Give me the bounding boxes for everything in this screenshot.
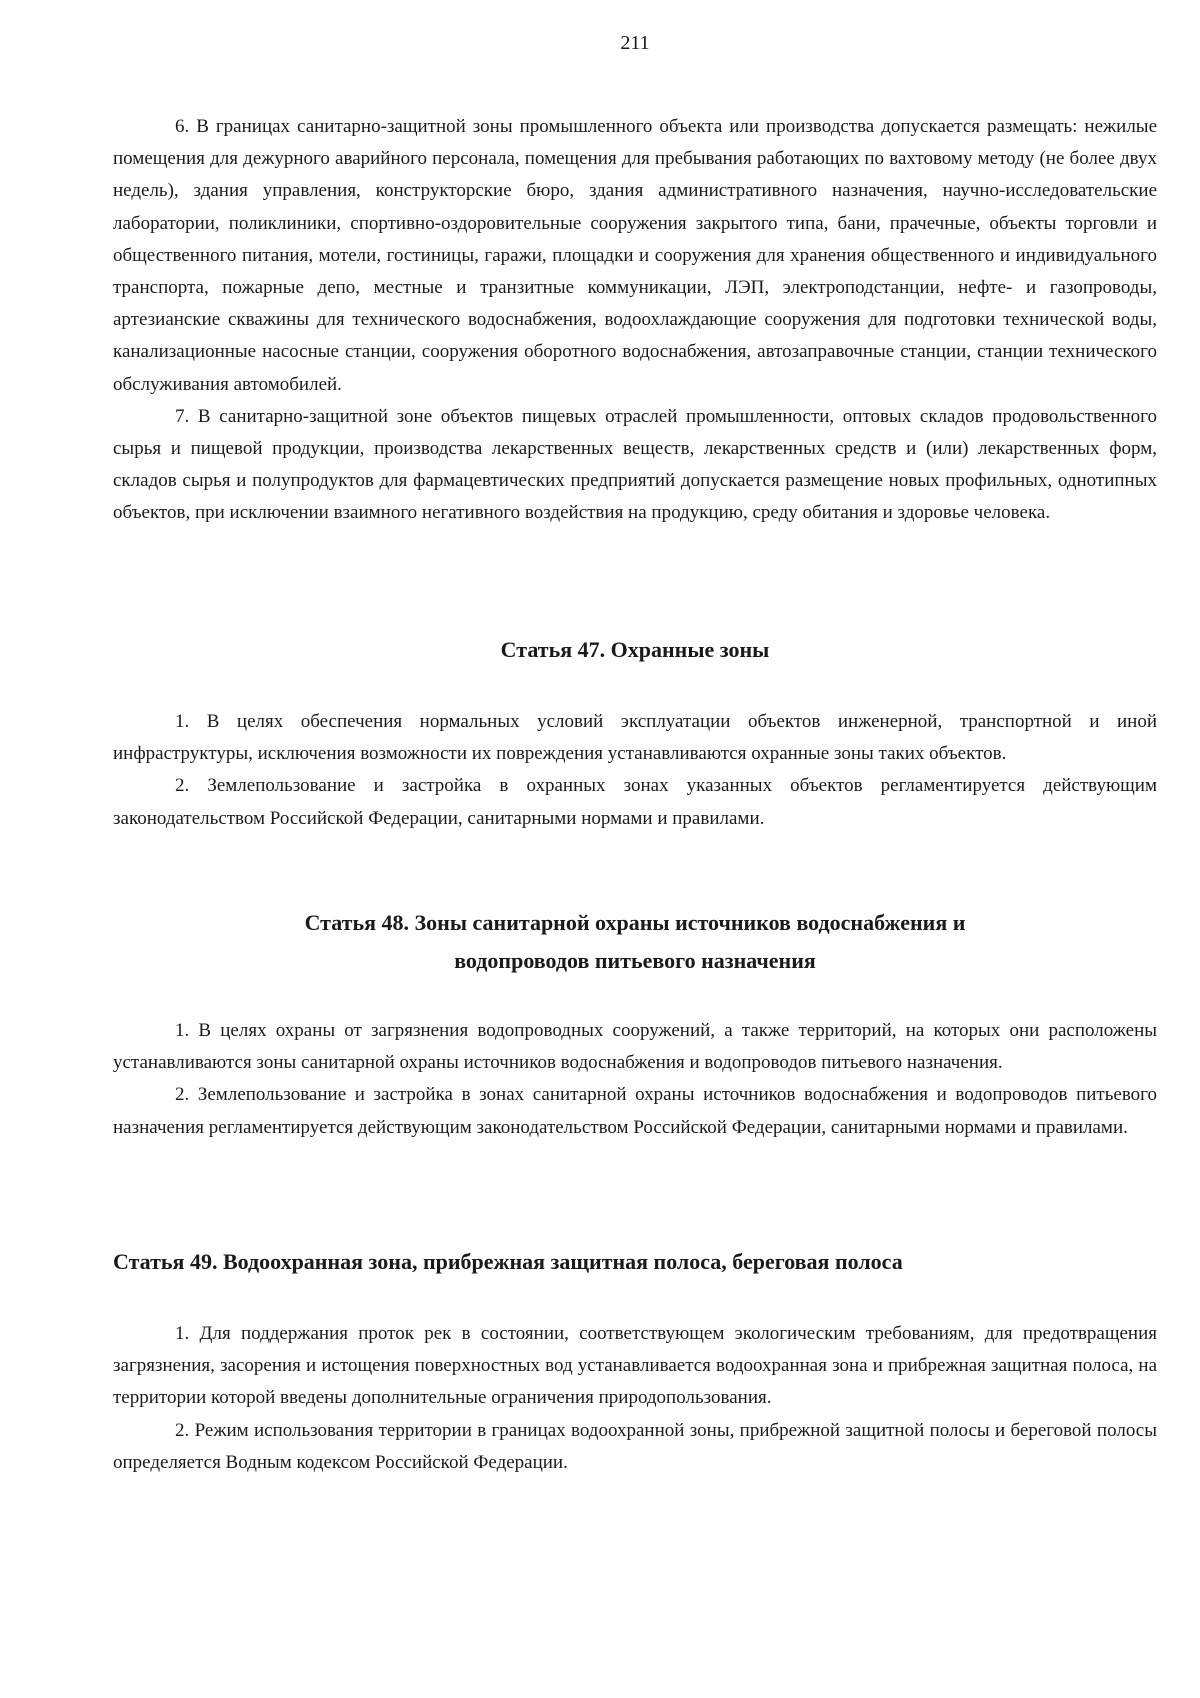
article-48 — [113, 904, 1157, 980]
article-49-paragraph-2: 2. Режим использования территории в границах водоохранной зоны, прибрежной защитной полосы и береговой полосы определяется Водным кодексом Российской Федерации. — [113, 1419, 1157, 1473]
article-49 — [113, 1243, 1157, 1281]
page-number: 211 — [620, 32, 650, 54]
article-48-title-line-2: водопроводов питьевого назначения — [454, 948, 816, 973]
section-sanitary-zone-continuation — [113, 111, 1157, 530]
article-49-body — [113, 1318, 1157, 1479]
article-48-paragraph-2: 2. Землепользование и застройка в зонах санитарной охраны источников водоснабжения и водопроводов питьевого назначения регламентируется действующим законодательством Российской Федерации, санитарными нормами и правилами. — [113, 1084, 1157, 1138]
article-48-body — [113, 1015, 1157, 1144]
article-47-paragraph-2: 2. Землепользование и застройка в охранных зонах указанных объектов регламентируется действующим законодательством Российской Федерации, санитарными нормами и правилами. — [113, 775, 1157, 829]
paragraph-item-7: 7. В санитарно-защитной зоне объектов пищевых отраслей промышленности, оптовых складов продовольственного сырья и пищевой продукции, производства лекарственных веществ, лекарственных средств и (или) лекарственных форм, складов сырья и полупродуктов для фармацевтических предприятий допускается размещение новых профильных, однотипных объектов, при исключении взаимного негативного воздействия на продукцию, среду обитания и здоровье человека. — [113, 405, 1157, 524]
article-47-body — [113, 706, 1157, 835]
article-48-paragraph-1: 1. В целях охраны от загрязнения водопроводных сооружений, а также территорий, на которых они расположены устанавливаются зоны санитарной охраны источников водоснабжения и водопроводов питьевого назначения. — [113, 1020, 1157, 1074]
article-47-paragraph-1: 1. В целях обеспечения нормальных условий эксплуатации объектов инженерной, транспортной и иной инфраструктуры, исключения возможности их повреждения устанавливаются охранные зоны таких объектов. — [113, 711, 1157, 765]
article-49-title: Статья 49. Водоохранная зона, прибрежная защитная полоса, береговая полоса — [113, 1249, 903, 1274]
paragraph-item-6: 6. В границах санитарно-защитной зоны промышленного объекта или производства допускается размещать: нежилые помещения для дежурного аварийного персонала, помещения для пребывания работающих по вахтовому методу (не более двух недель), здания управления, конструкторские бюро, здания административного назначения, научно-исследовательские лаборатории, поликлиники, спортивно-оздоровительные сооружения закрытого типа, бани, прачечные, объекты торговли и общественного питания, мотели, гостиницы, гаражи, площадки и сооружения для хранения общественного и индивидуального транспорта, пожарные депо, местные и транзитные коммуникации, ЛЭП, электроподстанции, нефте- и газопроводы, артезианские скважины для технического водоснабжения, водоохлаждающие сооружения для подготовки технической воды, канализационные насосные станции, сооружения оборотного водоснабжения, автозаправочные станции, станции технического обслуживания автомобилей. — [113, 116, 1157, 395]
article-49-paragraph-1: 1. Для поддержания проток рек в состоянии, соответствующем экологическим требованиям, для предотвращения загрязнения, засорения и истощения поверхностных вод устанавливается водоохранная зона и прибрежная защитная полоса, на территории которой введены дополнительные ограничения природопользования. — [113, 1323, 1157, 1409]
article-47 — [113, 631, 1157, 669]
article-48-title-line-1: Статья 48. Зоны санитарной охраны источников водоснабжения и — [304, 910, 966, 935]
article-47-title: Статья 47. Охранные зоны — [500, 637, 770, 662]
